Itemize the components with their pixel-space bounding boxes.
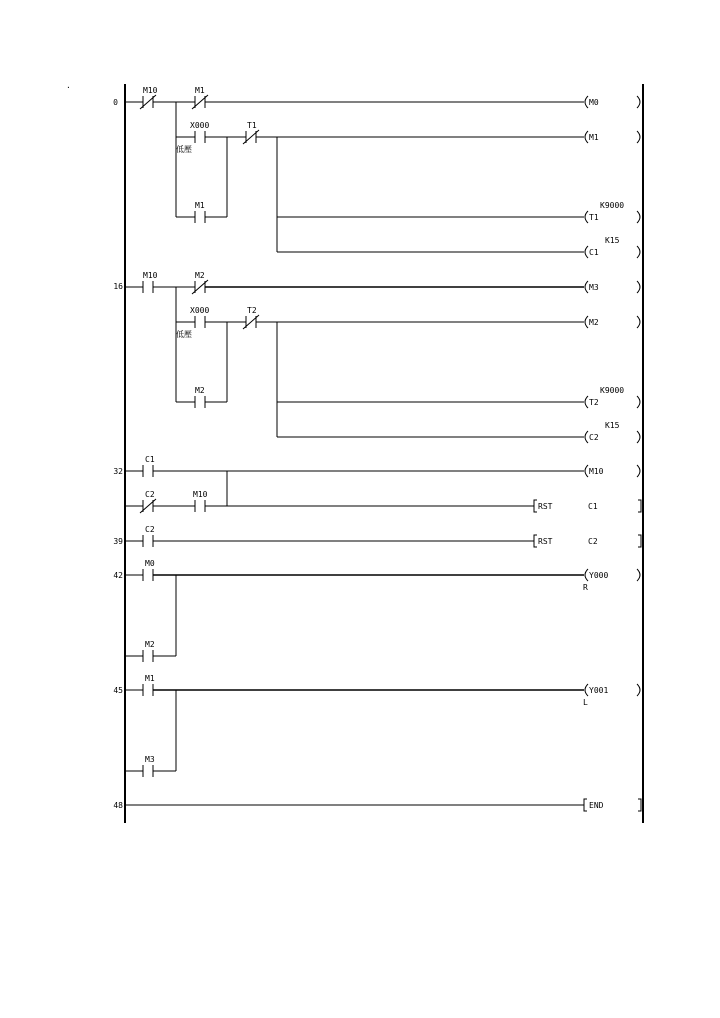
contact-label: M1 xyxy=(145,674,155,683)
contact-no xyxy=(143,525,155,547)
contact-no xyxy=(195,386,205,408)
coil xyxy=(585,131,640,143)
stray-dot: . xyxy=(66,81,71,90)
instruction-operand: C1 xyxy=(588,502,598,511)
contact-nc xyxy=(140,86,158,109)
coil xyxy=(585,316,640,328)
step-number: 42 xyxy=(113,571,123,580)
contact-label: X000 xyxy=(190,306,210,315)
coil-label: C2 xyxy=(589,433,599,442)
contact-label: T2 xyxy=(247,306,257,315)
coil xyxy=(585,236,640,258)
contact-no xyxy=(143,755,155,777)
rung-42 xyxy=(125,559,640,662)
contact-no xyxy=(143,559,155,581)
contact-no xyxy=(143,271,158,293)
coil xyxy=(585,421,640,443)
coil xyxy=(585,201,640,223)
coil-comment: L xyxy=(583,698,588,707)
coil-setpoint: K9000 xyxy=(600,386,625,395)
coil-label: M0 xyxy=(589,98,599,107)
contact-nc xyxy=(243,121,259,144)
coil xyxy=(583,684,640,707)
rung-0 xyxy=(125,86,640,258)
coil xyxy=(585,386,640,408)
instruction-box xyxy=(534,535,641,547)
contact-label: M10 xyxy=(143,271,158,280)
coil-label: M10 xyxy=(589,467,604,476)
coil-label: M1 xyxy=(589,133,599,142)
contact-label: M10 xyxy=(143,86,158,95)
contact-nc xyxy=(140,490,156,513)
step-number: 48 xyxy=(113,801,123,810)
coil-setpoint: K15 xyxy=(605,421,620,430)
coil-label: M2 xyxy=(589,318,599,327)
instruction-box xyxy=(534,500,641,512)
contact-no xyxy=(143,674,155,696)
coil-comment: R xyxy=(583,583,588,592)
contact-comment: 低壓 xyxy=(176,145,192,154)
instruction-name: RST xyxy=(538,537,553,546)
contact-label: M0 xyxy=(145,559,155,568)
instruction-operand: C2 xyxy=(588,537,598,546)
rung-16 xyxy=(125,271,640,443)
coil-label: Y001 xyxy=(589,686,609,695)
rung-48 xyxy=(125,799,641,811)
contact-label: T1 xyxy=(247,121,257,130)
coil-label: C1 xyxy=(589,248,599,257)
coil xyxy=(583,569,640,592)
contact-nc xyxy=(243,306,259,329)
contact-label: M2 xyxy=(195,386,205,395)
rung-45 xyxy=(125,674,640,777)
step-number: 39 xyxy=(113,537,123,546)
coil-setpoint: K15 xyxy=(605,236,620,245)
contact-no xyxy=(195,201,205,223)
step-number: 32 xyxy=(113,467,123,476)
contact-label: M2 xyxy=(145,640,155,649)
coil-label: T2 xyxy=(589,398,599,407)
contact-nc xyxy=(192,271,208,294)
coil-label: Y000 xyxy=(589,571,609,580)
contact-label: M1 xyxy=(195,86,205,95)
contact-comment: 低壓 xyxy=(176,330,192,339)
step-numbers xyxy=(113,98,123,810)
instruction-name: RST xyxy=(538,502,553,511)
instruction-name: END xyxy=(589,801,604,810)
contact-no xyxy=(143,640,155,662)
contact-no xyxy=(143,455,155,477)
contact-label: C2 xyxy=(145,525,155,534)
instruction-box xyxy=(584,799,641,811)
contact-no xyxy=(193,490,208,512)
contact-label: M10 xyxy=(193,490,208,499)
contact-label: C2 xyxy=(145,490,155,499)
rung-39 xyxy=(125,525,641,547)
coil xyxy=(585,96,640,108)
rung-32 xyxy=(125,455,641,513)
step-number: 0 xyxy=(113,98,118,107)
coil xyxy=(585,465,640,477)
contact-nc xyxy=(192,86,208,109)
step-number: 16 xyxy=(113,282,123,291)
contact-label: M3 xyxy=(145,755,155,764)
contact-label: C1 xyxy=(145,455,155,464)
coil xyxy=(585,281,640,293)
contact-label: M2 xyxy=(195,271,205,280)
step-number: 45 xyxy=(113,686,123,695)
coil-label: M3 xyxy=(589,283,599,292)
contact-label: M1 xyxy=(195,201,205,210)
contact-label: X000 xyxy=(190,121,210,130)
coil-setpoint: K9000 xyxy=(600,201,625,210)
coil-label: T1 xyxy=(589,213,599,222)
